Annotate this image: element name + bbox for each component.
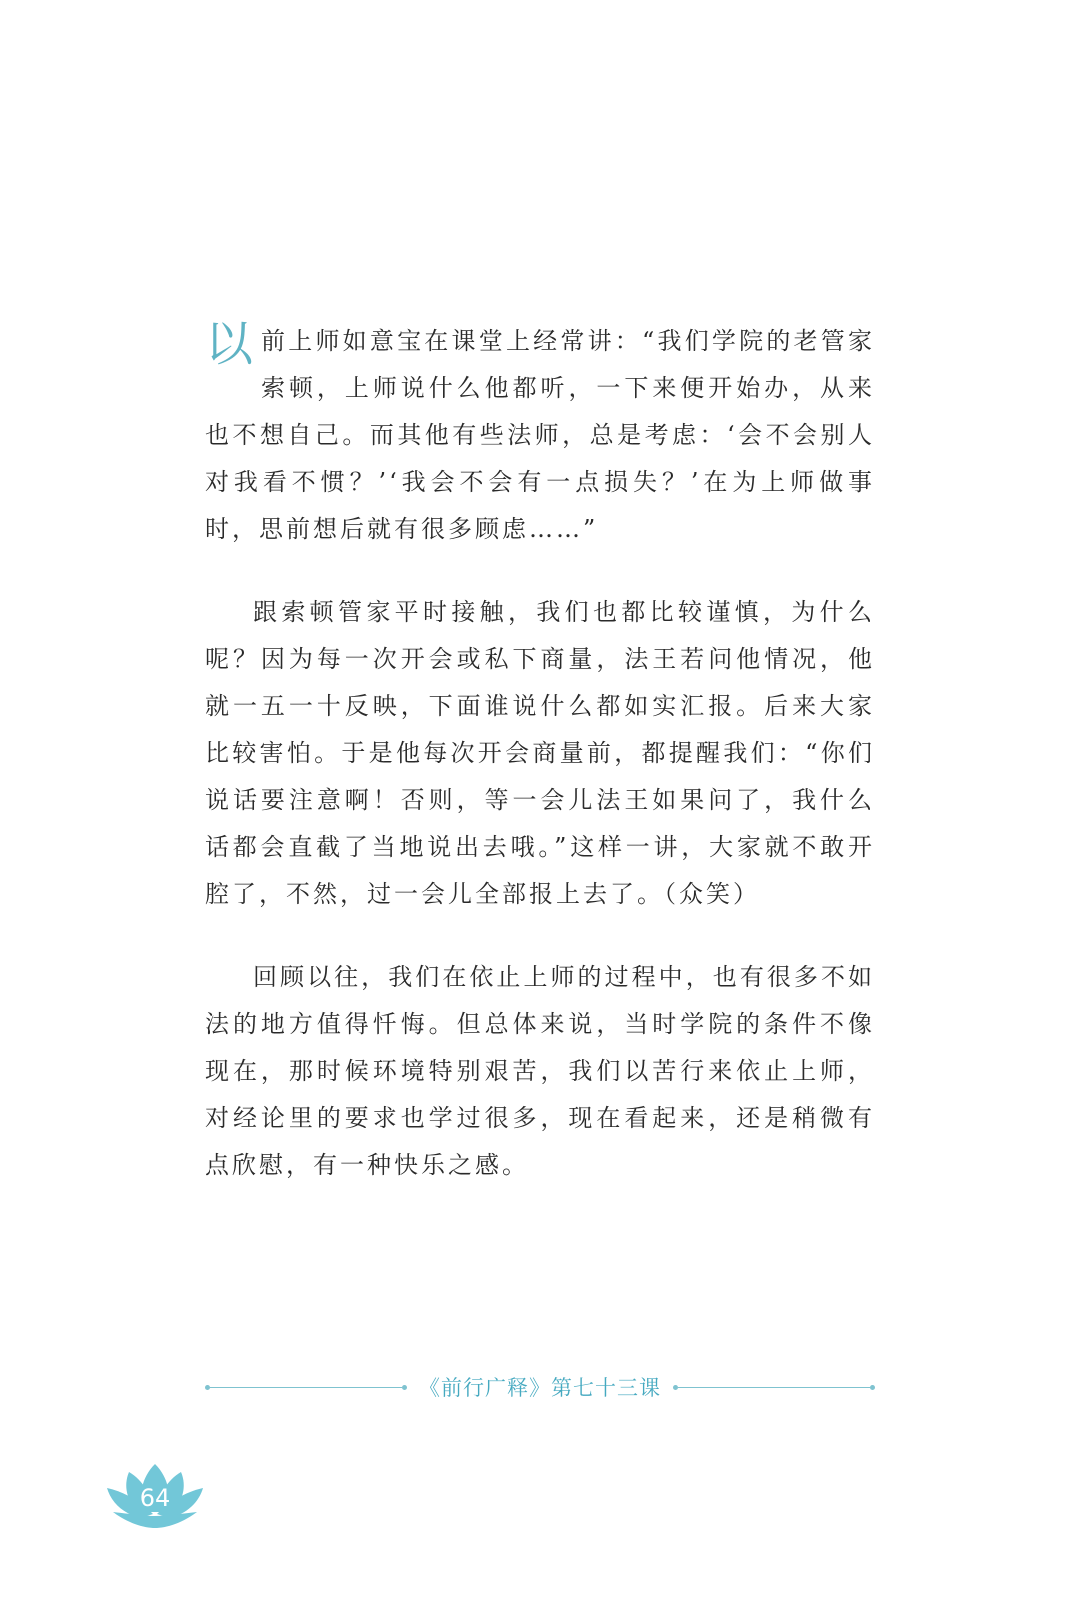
footer-left-line (210, 1387, 402, 1388)
footer-right-line (678, 1387, 870, 1388)
paragraph-1 (205, 318, 875, 553)
paragraph-2: 跟索顿管家平时接触，我们也都比较谨慎，为什么呢？因为每一次开会或私下商量，法王若问他情况，他就一五一十反映，下面谁说什么都如实汇报。后来大家比较害怕。于是他每次开会商量前，都提醒我们：“你们说话要注意啊！否则，等一会儿法王如果问了，我什么话都会直截了当地说出去哦。”这样一讲，大家就不敢开腔了，不然，过一会儿全部报上去了。（众笑） (205, 598, 875, 908)
footer-right-dot (870, 1385, 875, 1390)
paragraph-1-text: 前上师如意宝在课堂上经常讲：“我们学院的老管家索顿，上师说什么他都听，一下来便开始办，从来也不想自己。而其他有些法师，总是考虑：‘会不会别人对我看不惯？’‘我会不会有一点损失？’在为上师做事时，思前想后就有很多顾虑……” (205, 327, 875, 543)
page-number: 64 (139, 1484, 171, 1512)
book-title: 《前行广释》第七十三课 (419, 1376, 661, 1400)
drop-cap: 以 (205, 316, 254, 372)
paragraph-3: 回顾以往，我们在依止上师的过程中，也有很多不如法的地方值得忏悔。但总体来说，当时学院的条件不像现在，那时候环境特别艰苦，我们以苦行来依止上师，对经论里的要求也学过很多，现在看起来，还是稍微有点欣慰，有一种快乐之感。 (205, 963, 875, 1179)
running-footer (205, 1375, 875, 1399)
page-body (205, 318, 875, 1189)
